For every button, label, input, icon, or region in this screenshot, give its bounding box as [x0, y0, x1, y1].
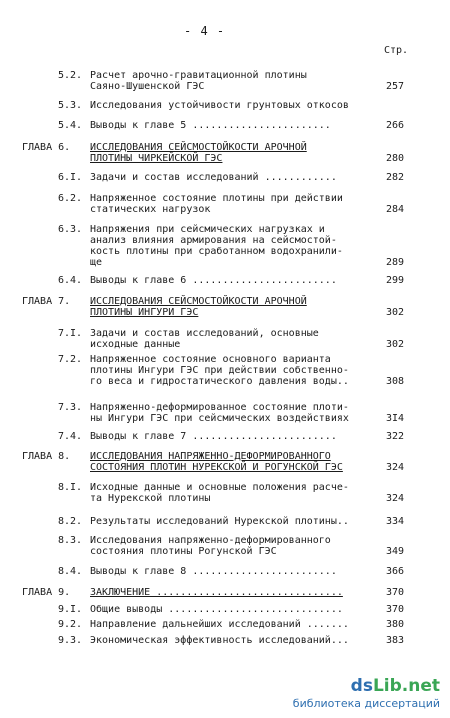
- watermark-logo: dsLib.net: [350, 676, 440, 696]
- entry-title-line: ИССЛЕДОВАНИЯ НАПРЯЖЕННО-ДЕФОРМИРОВАННОГО: [90, 451, 331, 462]
- entry-title-line: статических нагрузок: [90, 204, 211, 215]
- entry-title-line: Напряженно-деформированное состояние плоти-: [90, 402, 349, 413]
- entry-title-line: ны Ингури ГЭС при сейсмических воздействиях: [90, 413, 349, 424]
- entry-number: ГЛАВА 9.: [22, 587, 71, 598]
- entry-number: 7.3.: [58, 402, 83, 413]
- entry-title-line: Экономическая эффективность исследований...: [90, 635, 349, 646]
- entry-page-number: 284: [385, 204, 404, 215]
- entry-page-number: 289: [385, 257, 404, 268]
- entry-page-number: 280: [385, 153, 404, 164]
- entry-number: ГЛАВА 7.: [22, 296, 71, 307]
- entry-title-line: ИССЛЕДОВАНИЯ СЕЙСМОСТОЙКОСТИ АРОЧНОЙ: [90, 142, 307, 153]
- entry-title-line: Выводы к главе 5 .......................: [90, 120, 331, 131]
- entry-page-number: 282: [385, 172, 404, 183]
- entry-number: 5.3.: [58, 100, 83, 111]
- entry-page-number: 366: [385, 566, 404, 577]
- watermark-subtitle: библиотека диссертаций: [292, 697, 440, 710]
- entry-number: 8.I.: [58, 482, 83, 493]
- entry-title-line: Выводы к главе 8 ........................: [90, 566, 337, 577]
- entry-number: 7.I.: [58, 328, 83, 339]
- entry-title-line: СОСТОЯНИЯ ПЛОТИН НУРЕКСКОЙ И РОГУНСКОЙ ГЭС: [90, 462, 343, 473]
- entry-title-line: Расчет арочно-гравитационной плотины: [90, 70, 307, 81]
- entry-page-number: 308: [385, 376, 404, 387]
- entry-page-number: 257: [385, 81, 404, 92]
- entry-title-line: ПЛОТИНЫ ЧИРКЕЙСКОЙ ГЭС: [90, 153, 223, 164]
- entry-title-line: Общие выводы .............................: [90, 604, 343, 615]
- page-number: - 4 -: [184, 24, 226, 38]
- entry-title-line: Саяно-Шушенской ГЭС: [90, 81, 205, 92]
- entry-number: 9.2.: [58, 619, 83, 630]
- entry-page-number: 302: [385, 339, 404, 350]
- entry-title-line: ПЛОТИНЫ ИНГУРИ ГЭС: [90, 307, 199, 318]
- entry-title-line: Результаты исследований Нурекской плотины..: [90, 516, 349, 527]
- entry-title-line: ще: [90, 257, 103, 268]
- entry-title-line: Напряженное состояние основного варианта: [90, 354, 331, 365]
- entry-title-line: Исходные данные и основные положения расче-: [90, 482, 349, 493]
- entry-page-number: 266: [385, 120, 404, 131]
- entry-page-number: 322: [385, 431, 404, 442]
- entry-title-line: состояния плотины Рогунской ГЭС: [90, 546, 277, 557]
- entry-page-number: 380: [385, 619, 404, 630]
- watermark: [293, 676, 440, 710]
- entry-title-line: Направление дальнейших исследований .......: [90, 619, 349, 630]
- entry-number: 5.2.: [58, 70, 83, 81]
- entry-page-number: 3I4: [385, 413, 404, 424]
- entry-title-line: кость плотины при сработанном водохранили-: [90, 246, 343, 257]
- entry-title-line: го веса и гидростатического давления воды..: [90, 376, 349, 387]
- entry-title-line: Выводы к главе 6 ........................: [90, 275, 337, 286]
- entry-page-number: 383: [385, 635, 404, 646]
- entry-number: 7.4.: [58, 431, 83, 442]
- entry-number: 8.4.: [58, 566, 83, 577]
- entry-title-line: Исследования устойчивости грунтовых откосов: [90, 100, 349, 111]
- entry-title-line: анализ влияния армирования на сейсмостой-: [90, 235, 337, 246]
- entry-title-line: Задачи и состав исследований, основные: [90, 328, 319, 339]
- entry-page-number: 349: [385, 546, 404, 557]
- entry-title-line: Задачи и состав исследований ............: [90, 172, 337, 183]
- entry-number: 6.I.: [58, 172, 83, 183]
- entry-number: ГЛАВА 6.: [22, 142, 71, 153]
- entry-number: 9.I.: [58, 604, 83, 615]
- entry-page-number: 370: [385, 604, 404, 615]
- entry-page-number: 370: [385, 587, 404, 598]
- entry-page-number: 334: [385, 516, 404, 527]
- entry-page-number: 302: [385, 307, 404, 318]
- entry-number: 6.4.: [58, 275, 83, 286]
- entry-page-number: 324: [385, 493, 404, 504]
- entry-number: ГЛАВА 8.: [22, 451, 71, 462]
- entry-page-number: 299: [385, 275, 404, 286]
- entry-title-line: Напряжения при сейсмических нагрузках и: [90, 224, 325, 235]
- entry-title-line: Напряженное состояние плотины при действии: [90, 193, 343, 204]
- entry-title-line: та Нурекской плотины: [90, 493, 211, 504]
- entry-number: 9.3.: [58, 635, 83, 646]
- entry-number: 5.4.: [58, 120, 83, 131]
- entry-number: 6.2.: [58, 193, 83, 204]
- entry-number: 8.3.: [58, 535, 83, 546]
- entry-title-line: Выводы к главе 7 ........................: [90, 431, 337, 442]
- entry-page-number: 324: [385, 462, 404, 473]
- entry-number: 6.3.: [58, 224, 83, 235]
- entry-title-line: Исследования напряженно-деформированного: [90, 535, 331, 546]
- entry-title-line: плотины Ингури ГЭС при действии собственно-: [90, 365, 349, 376]
- entry-title-line: ЗАКЛЮЧЕНИЕ ...............................: [90, 587, 343, 598]
- entry-number: 7.2.: [58, 354, 83, 365]
- entry-title-line: ИССЛЕДОВАНИЯ СЕЙСМОСТОЙКОСТИ АРОЧНОЙ: [90, 296, 307, 307]
- entry-number: 8.2.: [58, 516, 83, 527]
- pages-column-header: Стр.: [384, 45, 409, 56]
- entry-title-line: исходные данные: [90, 339, 181, 350]
